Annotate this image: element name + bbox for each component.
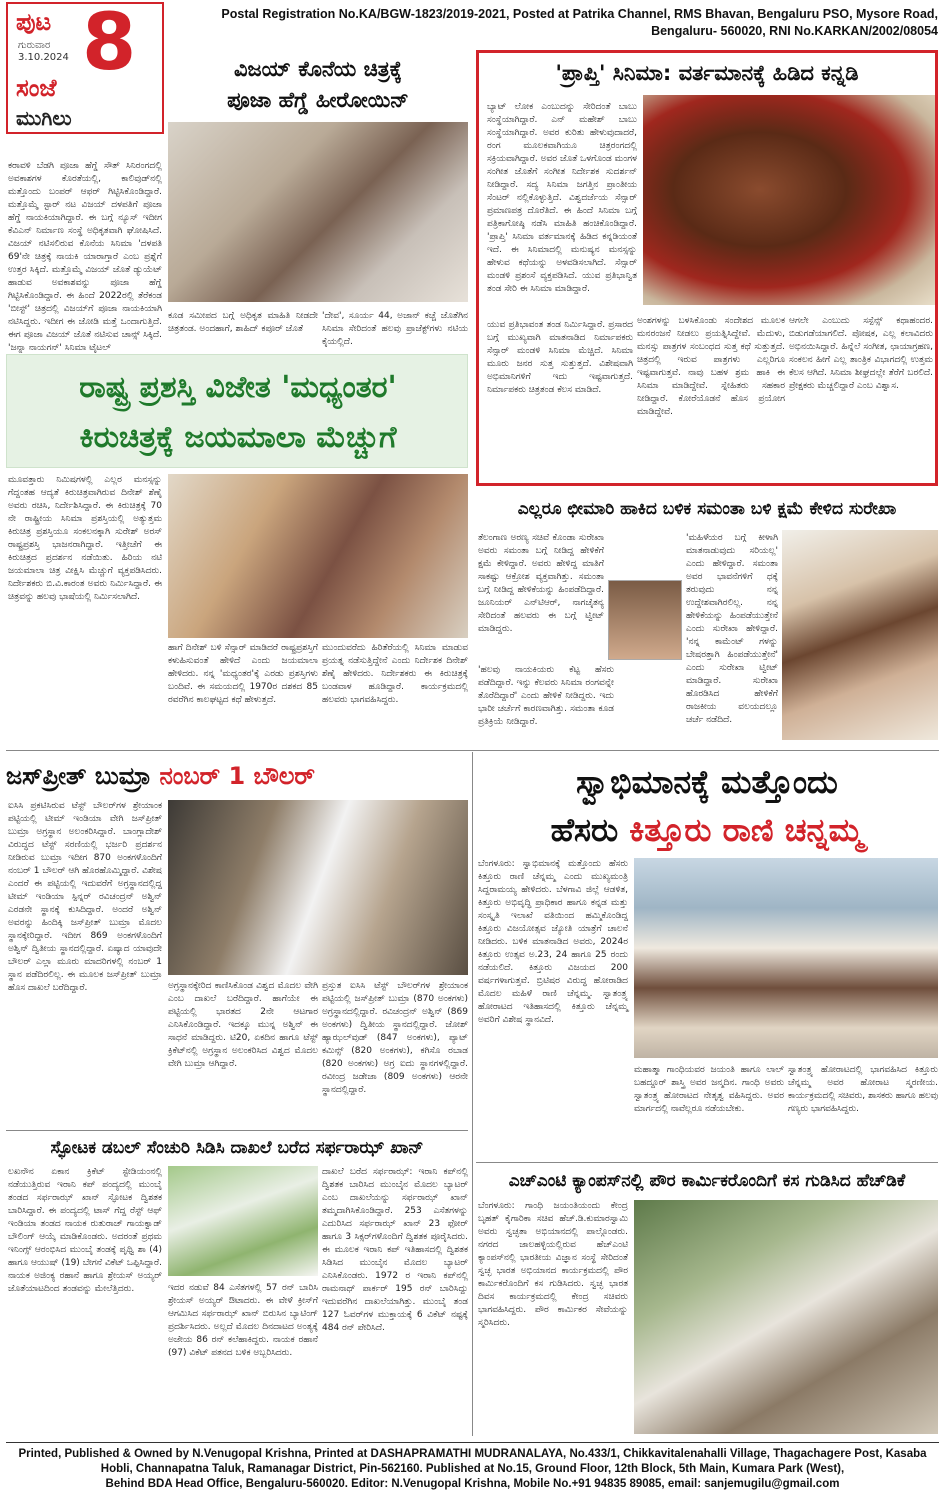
rashtra-headline-line1: ರಾಷ್ಟ್ರ ಪ್ರಶಸ್ತಿ ವಿಜೇತ 'ಮಧ್ಯಂತರ' <box>79 370 397 405</box>
footer-line3: Behind BDA Head Office, Bengaluru-560020. Editor: N.Venugopal Krishna, Mobile No.+91 94835 89085, email: sanjemugilu@gmail.com <box>105 1478 840 1490</box>
prapti-body-col3: ಅಂಶಗಳನ್ನು ಬಳಸಿಕೊಂಡು ಸಂದೇಶದ ಮೂಲಕ ಮನರಂಜನೆ ನೀಡಲು ಪ್ರಯತ್ನಿಸಿದ್ದೇವೆ. ಮೆದುಳು, ಮನಸ್ಸು ಪಾತ್ರಗಳ ಸಂಬಂಧದ ಸುತ್ತ ಕಥೆ ಸುತ್ತುತ್ತದೆ. ಚಿತ್ರದಲ್ಲಿ ಇರುವ ಪಾತ್ರಗಳು ಎಲ್ಲರಿಗೂ ಇಷ್ಟವಾಗುತ್ತವೆ. ನಾವು ಬಹಳ ಶ್ರಮ ಹಾಕಿ ಈ ಸಿನಿಮಾ ಮಾಡಿದ್ದೇವೆ. ಸ್ನೇಹಿತರು ಸಹಕಾರ ನೀಡಿದ್ದಾರೆ. ಕೋರೆಯೊಡನೆ ಹೊಸ ಪ್ರಯೋಗ ಮಾಡಿದ್ದೇವೆ. <box>637 316 785 417</box>
rashtra-body-col1: ಮೂವತ್ತಾರು ನಿಮಿಷಗಳಲ್ಲಿ ಎಲ್ಲರ ಮನಸ್ಸನ್ನು ಗೆದ್ದಂತಹ ಆದ್ಯತೆ ಕಿರುಚಿತ್ರವಾಗಿರುವ ದಿನೇಶ್ ಶೆಣೈ ಅವರು ರಚಿಸಿ, ನಿರ್ದೇಶಿಸಿದ್ದಾರೆ. ಈ ಕಿರುಚಿತ್ರಕ್ಕೆ 70 ನೇ ರಾಷ್ಟ್ರೀಯ ಸಿನಿಮಾ ಪ್ರಶಸ್ತಿಯಲ್ಲಿ ಅತ್ಯುತ್ತಮ ಕಿರುಚಿತ್ರ ಪ್ರಶಸ್ತಿಯೂ ಸಂಕಲನಕ್ಕಾಗಿ ಸುರೇಶ್ ಅರಸ್ ರಾಷ್ಟ್ರಪ್ರಶಸ್ತಿ ಭಾಜನರಾಗಿದ್ದಾರೆ. ಇತ್ತೀಚೆಗೆ ಈ ಕಿರುಚಿತ್ರದ ಪ್ರದರ್ಶನ ನಡೆಯಿತು. ಹಿರಿಯ ನಟಿ ಜಯಮಾಲಾ ಚಿತ್ರ ವೀಕ್ಷಿಸಿ ಮೆಚ್ಚುಗೆ ವ್ಯಕ್ತಪಡಿಸಿದರು. ನಿರ್ದೇಶಕರು ಬಿ.ವಿ.ಕಾರಂತ ಅವರು ನಿರ್ಮಿಸಿದ್ದಾರೆ. ಈ ಚಿತ್ರವನ್ನು ಹಲವು ಭಾಷೆಯಲ್ಲಿ ನಿರ್ಮಿಸಲಾಗಿದೆ. <box>8 475 162 602</box>
prapti-article-box <box>476 50 938 486</box>
prapti-body-col4: ಆಗಲೇ ಎಂಬುದು ಸಸ್ಪೆನ್ಸ್ ಕಥಾಹಂದರ. ಬಿಡುಗಡೆಯಾಗಲಿದೆ. ಪೋಷಕ, ಎಲ್ಲ ಕಲಾವಿದರು ಅಭಿನಯಿಸಿದ್ದಾರೆ. ಹಿನ್ನೆಲೆ ಸಂಗೀತ, ಛಾಯಾಗ್ರಹಣ, ಸಂಕಲನ ಹೀಗೆ ಎಲ್ಲ ತಾಂತ್ರಿಕ ವಿಭಾಗದಲ್ಲಿ ಉತ್ತಮ ಕೆಲಸ ಆಗಿದೆ. ಸಿನಿಮಾ ಶೀಘ್ರದಲ್ಲೇ ತೆರೆಗೆ ಬರಲಿದೆ. ಪ್ರೇಕ್ಷಕರು ಮೆಚ್ಚಲಿದ್ದಾರೆ ಎಂಬ ವಿಶ್ವಾಸ. <box>789 316 933 391</box>
samantha-body-col1b: 'ಹಲವು ನಾಯಕಿಯರು ಕೆಟ್ಟ ಹೆಸರು ಪಡೆದಿದ್ದಾರೆ. ಇನ್ನು ಕೆಲವರು ಸಿನಿಮಾ ರಂಗವನ್ನೇ ತೊರೆದಿದ್ದಾರೆ' ಎಂದು ಹೇಳಿಕೆ ನೀಡಿದ್ದರು. ಇದು ಭಾರೀ ಚರ್ಚೆಗೆ ಕಾರಣವಾಗಿತ್ತು. ಸಮಂತಾ ಕೂಡ ಪ್ರತಿಕ್ರಿಯೆ ನೀಡಿದ್ದಾರೆ. <box>478 665 614 727</box>
prapti-body-col2: ಯುವ ಪ್ರತಿಭಾವಂತ ತಂಡ ನಿರ್ಮಿಸಿದ್ದಾರೆ. ಪ್ರಸಾರದ ಬಗ್ಗೆ ಮುಖ್ಯವಾಗಿ ಮಾತನಾಡಿದ ನಿರ್ಮಾಪಕರು ಸೆನ್ಸಾರ್ ಮಂಡಳಿ ಸಿನಿಮಾ ಮೆಚ್ಚಿದೆ. ಸಿನಿಮಾ ಮೂರು ಜನರ ಸುತ್ತ ಸುತ್ತುತ್ತದೆ. ವಿಶೇಷವಾಗಿ ಅಭಿಮಾನಿಗಳಿಗೆ ಇದು ಇಷ್ಟವಾಗುತ್ತದೆ. ನಿರ್ಮಾಪಕರು ಚಿತ್ರತಂಡ ಕೆಲಸ ಮಾಡಿದೆ. <box>487 320 633 395</box>
prapti-movie-still <box>643 95 935 305</box>
brand-name-line1: ಸಂಜೆ <box>16 74 57 102</box>
bumrah-body-col1: ಐಸಿಸಿ ಪ್ರಕಟಿಸಿರುವ ಟೆಸ್ಟ್ ಬೌಲರ್‌ಗಳ ಶ್ರೇಯಾಂಕ ಪಟ್ಟಿಯಲ್ಲಿ ಟೀಮ್ ಇಂಡಿಯಾ ವೇಗಿ ಜಸ್‌ಪ್ರೀತ್ ಬುಮ್ರಾ ಅಗ್ರಸ್ಥಾನ ಅಲಂಕರಿಸಿದ್ದಾರೆ. ಬಾಂಗ್ಲಾದೇಶ್ ವಿರುದ್ಧದ ಟೆಸ್ಟ್ ಸರಣಿಯಲ್ಲಿ ಭರ್ಜರಿ ಪ್ರದರ್ಶನ ನೀಡಿರುವ ಬುಮ್ರಾ ಇದೀಗ 870 ಅಂಕಗಳೊಂದಿಗೆ ನಂಬರ್ 1 ಬೌಲರ್ ಆಗಿ ಹೊರಹೊಮ್ಮಿದ್ದಾರೆ. ವಿಶೇಷ ಎಂದರೆ ಈ ಪಟ್ಟಿಯಲ್ಲಿ ಇದುವರೆಗೆ ಅಗ್ರಸ್ಥಾನದಲ್ಲಿದ್ದ ಟೀಮ್ ಇಂಡಿಯಾ ಸ್ಪಿನ್ನರ್ ರವಿಚಂದ್ರನ್ ಅಶ್ವಿನ್ ಎರಡನೇ ಸ್ಥಾನಕ್ಕೆ ಕುಸಿದಿದ್ದಾರೆ. ಅಂದರೆ ಅಶ್ವಿನ್ ಅವರನ್ನು ಹಿಂದಿಕ್ಕಿ ಜಸ್‌ಪ್ರೀತ್ ಬುಮ್ರಾ ಮೊದಲ ಸ್ಥಾನಕ್ಕೇರಿದ್ದಾರೆ. ಇದೀಗ 869 ಅಂಕಗಳೊಂದಿಗೆ ಅಶ್ವಿನ್ ದ್ವಿತೀಯ ಸ್ಥಾನದಲ್ಲಿದ್ದಾರೆ. ಏಷ್ಯಾದ ಯಾವುದೇ ಬೌಲರ್ ಎಲ್ಲಾ ಮೂರು ಮಾದರಿಗಳಲ್ಲಿ ನಂಬರ್ 1 ಸ್ಥಾನ ಪಡೆದಿರಲಿಲ್ಲ. ಈ ಮೂಲಕ ಜಸ್‌ಪ್ರೀತ್ ಬುಮ್ರಾ ಹೊಸ ದಾಖಲೆ ಬರೆದಿದ್ದಾರೆ. <box>8 801 162 993</box>
footer-line1: Printed, Published & Owned by N.Venugopal Krishna, Printed at DASHAPRAMATHI MUDRANALAYA, No.433/1, Chikkavitalenahalli Village, Thagachagere Post, Kasaba <box>18 1448 927 1460</box>
samantha-body-col2: 'ಮಹಿಳೆಯರ ಬಗ್ಗೆ ಕೀಳಾಗಿ ಮಾತನಾಡುವುದು ಸರಿಯಲ್ಲ' ಎಂದು ಹೇಳಿದ್ದಾರೆ. ಸಮಂತಾ ಅವರ ಭಾವನೆಗಳಿಗೆ ಧಕ್ಕೆ ತರುವುದು ನನ್ನ ಉದ್ದೇಶವಾಗಿರಲಿಲ್ಲ. ನನ್ನ ಹೇಳಿಕೆಯನ್ನು ಹಿಂಪಡೆಯುತ್ತೇನೆ ಎಂದು ಸುರೇಖಾ ಹೇಳಿದ್ದಾರೆ. 'ನನ್ನ ಕಾಮೆಂಟ್ ಗಳನ್ನು ಬೇಷರತ್ತಾಗಿ ಹಿಂಪಡೆಯುತ್ತೇನೆ' ಎಂದು ಸುರೇಖಾ ಟ್ವೀಟ್ ಮಾಡಿದ್ದಾರೆ. ಸುರೇಖಾ ಹೊರಡಿಸಿದ ಹೇಳಿಕೆಗೆ ರಾಜಕೀಯ ವಲಯದಲ್ಲೂ ಚರ್ಚೆ ನಡೆದಿದೆ. <box>686 533 778 725</box>
sarfaraz-body-col2: ಇದರ ನಡುವೆ 84 ಎಸೆತಗಳಲ್ಲಿ 57 ರನ್ ಬಾರಿಸಿ ಶ್ರೇಯಸ್ ಅಯ್ಯರ್ ಔಟಾದರು. ಈ ವೇಳೆ ಕ್ರೀಸ್‌ಗೆ ಆಗಮಿಸಿದ ಸರ್ಫರಾಝ್ ಖಾನ್ ಬಿರುಸಿನ ಬ್ಯಾಟಿಂಗ್ ಪ್ರದರ್ಶಿಸಿದರು. ಅಲ್ಲದೆ ಮೊದಲ ದಿನದಾಟದ ಅಂತ್ಯಕ್ಕೆ ಅಜೇಯ 86 ರನ್ ಕಲೆಹಾಕಿದ್ದರು. ನಾಯಕ ರಹಾನೆ (97) ವಿಕೆಟ್ ಪತನದ ಬಳಿಕ ಅಬ್ಬರಿಸಿದರು. <box>168 1283 318 1358</box>
bumrah-photo <box>168 800 468 975</box>
sarfaraz-photo <box>168 1166 318 1276</box>
surekha-photo <box>608 580 682 660</box>
jayamala-photo <box>168 474 468 638</box>
bumrah-body-col2: ಅಗ್ರಸ್ಥಾನಕ್ಕೇರಿದ ಕಾಣಿಸಿಕೊಂಡ ವಿಶ್ವದ ಮೊದಲ ವೇಗಿ ಎಂಬ ದಾಖಲೆ ಬರೆದಿದ್ದಾರೆ. ಹಾಗೆಯೇ ಈ ಪಟ್ಟಿಯಲ್ಲಿ ಭಾರತದ 2ನೇ ಆಟಗಾರ ಎನಿಸಿಕೊಂಡಿದ್ದಾರೆ. ಇದಕ್ಕೂ ಮುನ್ನ ಅಶ್ವಿನ್ ಈ ಸಾಧನೆ ಮಾಡಿದ್ದರು. ಟಿ20, ಏಕದಿನ ಹಾಗೂ ಟೆಸ್ಟ್ ಕ್ರಿಕೆಟ್‌ನಲ್ಲಿ ಅಗ್ರಸ್ಥಾನ ಅಲಂಕರಿಸಿದ ವಿಶ್ವದ ಮೊದಲ ವೇಗಿ ಬುಮ್ರಾ ಆಗಿದ್ದಾರೆ. <box>168 981 318 1069</box>
sarfaraz-body-col1: ಲಖನೌನ ಏಕಾನ ಕ್ರಿಕೆಟ್ ಸ್ಟೇಡಿಯಂನಲ್ಲಿ ನಡೆಯುತ್ತಿರುವ ಇರಾನಿ ಕಪ್ ಪಂದ್ಯದಲ್ಲಿ ಮುಂಬೈ ತಂಡದ ಸರ್ಫರಾಝ್ ಖಾನ್ ಸ್ಫೋಟಕ ದ್ವಿಶತಕ ಬಾರಿಸಿದ್ದಾರೆ. ಈ ಪಂದ್ಯದಲ್ಲಿ ಟಾಸ್ ಗೆದ್ದ ರೆಸ್ಟ್ ಆಫ್ ಇಂಡಿಯಾ ತಂಡದ ನಾಯಕ ರುತುರಾಜ್ ಗಾಯಕ್ವಾಡ್ ಬೌಲಿಂಗ್ ಆಯ್ಕೆ ಮಾಡಿಕೊಂಡರು. ಅದರಂತೆ ಪ್ರಥಮ ಇನಿಂಗ್ಸ್ ಆರಂಭಿಸಿದ ಮುಂಬೈ ತಂಡಕ್ಕೆ ಪೃಥ್ವಿ ಶಾ (4) ಹಾಗೂ ಆಯುಷ್ (19) ಬೇಗನೆ ವಿಕೆಟ್ ಒಪ್ಪಿಸಿದ್ದಾರೆ. ನಾಯಕ ಅಜಿಂಕ್ಯ ರಹಾನೆ ಹಾಗೂ ಶ್ರೇಯಸ್ ಅಯ್ಯರ್ ಜೊತೆಯಾಟದಿಂದ ತಂಡವನ್ನು ಮೇಲೆತ್ತಿದರು. <box>8 1167 162 1294</box>
bumrah-headline <box>6 756 468 796</box>
prapti-body-col1: ಬ್ಯಾಟ್ ಲೋಕ ಎಂಬುದನ್ನು ಸೇರಿದಂತೆ ಬಾಬು ಸಂಸ್ಥೆಯಾಗಿದ್ದಾರೆ. ಎನ್ ಮಹೇಶ್ ಬಾಬು ಸಂಸ್ಥೆಯಾಗಿದ್ದಾರೆ. ಅವರ ಕುರಿತು ಹೇಳುವುದಾದರೆ, ರಂಗ ಮೂಲಕವಾಗಿಯೂ ಚಿತ್ರರಂಗದಲ್ಲಿ ಸಕ್ರಿಯವಾಗಿದ್ದಾರೆ. ಅವರ ಜೊತೆ ಒಳಗೊಂಡ ಮಂಗಳ ಸಂಗೀತ ಜೊತೆಗೆ ಸಂಗೀತ ನಿರ್ದೇಶಕ ಸುದರ್ಶನ್ ನೀಡಿದ್ದಾರೆ. ಸದ್ಯ ಸಿನಿಮಾ ಜಗತ್ತಿನ ಪ್ರಾಂತೀಯ ಸೆಂಟರ್ ನಲ್ಲಿಕೊಳ್ಳುತ್ತಿದೆ. ವಿಶ್ವದರ್ಜೆಯ ಸೆನ್ಸಾರ್ ಪ್ರಮಾಣಪತ್ರ ದೊರೆತಿದೆ. ಈ ಹಿಂದೆ ಸಿನಿಮಾ ಬಗ್ಗೆ ಪತ್ರಿಕಾಗೋಷ್ಠಿ ನಡೆಸಿ ಮಾಹಿತಿ ಹಂಚಿಕೊಂಡಿದ್ದಾರೆ. 'ಪ್ರಾಪ್ತಿ' ಸಿನಿಮಾ ವರ್ತಮಾನಕ್ಕೆ ಹಿಡಿದ ಕನ್ನಡಿಯಂತೆ ಇದೆ. ಈ ಸಿನಿಮಾದಲ್ಲಿ ಮನುಷ್ಯನ ಮನಸ್ಸನ್ನು ಹೇಳುವ ಕಥೆಯನ್ನು ಅಳವಡಿಸಲಾಗಿದೆ. ಸೆನ್ಸಾರ್ ಮಂಡಳಿ ಪ್ರಶಂಸೆ ವ್ಯಕ್ತಪಡಿಸಿದೆ. ಯುವ ಪ್ರತಿಭಾನ್ವಿತ ತಂಡ ಸೇರಿ ಈ ಸಿನಿಮಾ ಮಾಡಿದ್ದಾರೆ. <box>487 102 637 294</box>
hmt-headline: ಎಚ್‌ಎಂಟಿ ಕ್ಯಾಂಪಸ್‌ನಲ್ಲಿ ಪೌರ ಕಾರ್ಮಿಕರೊಂದಿಗೆ ಕಸ ಗುಡಿಸಿದ ಹೆಚ್‌ಡಿಕೆ <box>508 1171 906 1191</box>
rashtra-body-col2: ಹಾಗೆ ದಿನೇಶ್ ಬಳಿ ಸೆನ್ಸಾರ್ ಮಾಡಿದರೆ ರಾಷ್ಟ್ರಪ್ರಶಸ್ತಿಗೆ ಕಳುಹಿಸುವಂತೆ ಹೇಳಿದೆ ಎಂದು ಜಯಮಾಲಾ ಹೇಳಿದರು. ನನ್ನ 'ಮಧ್ಯಂತರ'ಕ್ಕೆ ಎರಡು ಪ್ರಶಸ್ತಿಗಳು ಬಂದಿವೆ. ಈ ಸಮಯದಲ್ಲಿ 1970ರ ದಶಕದ 85 ರವರೆಗಿನ ಕಾಲಘಟ್ಟದ ಕಥೆ ಹೇಳುತ್ತದೆ. <box>168 643 318 705</box>
imprint-footer <box>6 1442 939 1492</box>
hmt-body-col1: ಬೆಂಗಳೂರು: ಗಾಂಧಿ ಜಯಂತಿಯಂದು ಕೇಂದ್ರ ಬೃಹತ್ ಕೈಗಾರಿಕಾ ಸಚಿವ ಹೆಚ್.ಡಿ.ಕುಮಾರಸ್ವಾಮಿ ಅವರು ಸ್ವಚ್ಛತಾ ಅಭಿಯಾನದಲ್ಲಿ ಪಾಲ್ಗೊಂಡರು. ನಗರದ ಜಾಲಹಳ್ಳಿಯಲ್ಲಿರುವ ಹೆಚ್‌ಎಂಟಿ ಕ್ಯಾಂಪಸ್‌ನಲ್ಲಿ ಭಾರತೀಯ ವಿಜ್ಞಾನ ಸಂಸ್ಥೆ ಸೇರಿದಂತೆ ಸ್ವಚ್ಛ ಭಾರತ ಅಭಿಯಾನದ ಕಾರ್ಯಕ್ರಮದಲ್ಲಿ ಪೌರ ಕಾರ್ಮಿಕರೊಂದಿಗೆ ಕಸ ಗುಡಿಸಿದರು. ಸ್ವಚ್ಛ ಭಾರತ ದಿವಸ ಕಾರ್ಯಕ್ರಮದಲ್ಲಿ ಕೇಂದ್ರ ಸಚಿವರು ಭಾಗವಹಿಸಿದ್ದರು. ಪೌರ ಕಾರ್ಮಿಕರ ಸೇವೆಯನ್ನು ಸ್ಮರಿಸಿದರು. <box>478 1201 628 1328</box>
samantha-body-col1: ತೆಲಂಗಾಣ ಅರಣ್ಯ ಸಚಿವೆ ಕೊಂಡಾ ಸುರೇಖಾ ಅವರು ಸಮಂತಾ ಬಗ್ಗೆ ನೀಡಿದ್ದ ಹೇಳಿಕೆಗೆ ಕ್ಷಮೆ ಕೇಳಿದ್ದಾರೆ. ಅವರು ಹೇಳಿದ್ದ ಮಾತಿಗೆ ಸಾಕಷ್ಟು ಆಕ್ರೋಶ ವ್ಯಕ್ತವಾಗಿತ್ತು. ಸಮಂತಾ ಬಗ್ಗೆ ನೀಡಿದ್ದ ಹೇಳಿಕೆಯನ್ನು ಹಿಂಪಡೆದಿದ್ದಾರೆ. ಜೂನಿಯರ್ ಎನ್‌ಟಿಆರ್, ನಾಗಚೈತನ್ಯ ಸೇರಿದಂತೆ ಹಲವರು ಈ ಬಗ್ಗೆ ಟ್ವೀಟ್ ಮಾಡಿದ್ದರು. <box>478 533 604 634</box>
page-word: ಪುಟ <box>16 8 52 36</box>
kittur-event-photo <box>634 858 938 1058</box>
rashtra-headline-panel <box>6 354 468 468</box>
samantha-headline: ಎಲ್ಲರೂ ಛೀಮಾರಿ ಹಾಕಿದ ಬಳಿಕ ಸಮಂತಾ ಬಳಿ ಕ್ಷಮೆ ಕೇಳಿದ ಸುರೇಖಾ <box>517 499 897 519</box>
issue-date <box>18 40 69 64</box>
rashtra-headline <box>7 363 469 463</box>
sarfaraz-headline: ಸ್ಫೋಟಕ ಡಬಲ್ ಸೆಂಚುರಿ ಸಿಡಿಸಿ ದಾಖಲೆ ಬರೆದ ಸರ್ಫರಾಝ್ ಖಾನ್ <box>50 1138 424 1158</box>
footer-line2: Hobli, Channapatna Taluk, Ramanagar District, Pin-562160. Published at No.15, Ground Floor, 12th Block, 5th Main, Kumara Park (West), <box>100 1463 845 1475</box>
kittur-body-col2: ಮಹಾತ್ಮಾ ಗಾಂಧಿಯವರ ಜಯಂತಿ ಹಾಗೂ ಲಾಲ್ ಬಹದ್ದೂರ್ ಶಾಸ್ತ್ರಿ ಅವರ ಜನ್ಮದಿನ. ಗಾಂಧಿ ಅವರು ಸ್ವಾತಂತ್ರ್ಯ ಹೋರಾಟದ ನೇತೃತ್ವ ವಹಿಸಿದ್ದರು. ಅವರ ಮಾರ್ಗದಲ್ಲಿ ನಾವೆಲ್ಲರೂ ನಡೆಯಬೇಕು. <box>634 1065 784 1114</box>
bumrah-headline-part1: ಜಸ್‌ಪ್ರೀತ್ ಬುಮ್ರಾ <box>6 762 152 790</box>
hmt-cleaning-photo <box>634 1200 938 1434</box>
section-divider-right <box>476 1162 938 1163</box>
postal-registration <box>168 6 938 40</box>
rashtra-body-col3: ಮುಂದುವರೆದು ಹಿರಿತೆರೆಯಲ್ಲಿ ಸಿನಿಮಾ ಮಾಡುವ ಪ್ರಯತ್ನ ನಡೆಸುತ್ತಿದ್ದೇನೆ ಎಂದು ನಿರ್ದೇಶಕ ದಿನೇಶ್ ಶೆಣೈ ಹೇಳಿದರು. ನಿರ್ದೇಶಕರು ಈ ಕಿರುಚಿತ್ರಕ್ಕೆ ಬಂಡವಾಳ ಹೂಡಿದ್ದಾರೆ. ಕಾರ್ಯಕ್ರಮದಲ್ಲಿ ಹಲವರು ಭಾಗವಹಿಸಿದ್ದರು. <box>322 643 468 705</box>
vijay-headline <box>168 54 468 116</box>
bumrah-body-col3: ಪ್ರಸ್ತುತ ಐಸಿಸಿ ಟೆಸ್ಟ್ ಬೌಲರ್‌ಗಳ ಶ್ರೇಯಾಂಕ ಪಟ್ಟಿಯಲ್ಲಿ ಜಸ್‌ಪ್ರೀತ್ ಬುಮ್ರಾ (870 ಅಂಕಗಳು) ಅಗ್ರಸ್ಥಾನದಲ್ಲಿದ್ದಾರೆ. ರವಿಚಂದ್ರನ್ ಅಶ್ವಿನ್ (869 ಅಂಕಗಳು) ದ್ವಿತೀಯ ಸ್ಥಾನದಲ್ಲಿದ್ದಾರೆ. ಜೋಶ್ ಹ್ಯಾಝಲ್‌ವುಡ್ (847 ಅಂಕಗಳು), ಪ್ಯಾಟ್ ಕಮಿನ್ಸ್ (820 ಅಂಕಗಳು), ಕಗಿಸೊ ರಬಾಡ (820 ಅಂಕಗಳು) ಅಗ್ರ ಐದು ಸ್ಥಾನಗಳಲ್ಲಿದ್ದಾರೆ. ರವೀಂದ್ರ ಜಡೇಜಾ (809 ಅಂಕಗಳು) ಆರನೇ ಸ್ಥಾನದಲ್ಲಿದ್ದಾರೆ. <box>322 981 468 1095</box>
registration-line1: Postal Registration No.KA/BGW-1823/2019-2021, Posted at Patrika Channel, RMS Bhavan, Bengaluru PSO, Mysore Road, <box>221 7 938 21</box>
vijay-body-col3: 'ದೇವ', ಸೂರ್ಯ 44, ಅಜಾನ್ ಕಚ್ಚೆ ಜೊತೆಗಿನ ಸಿನಿಮಾ ಸೇರಿದಂತೆ ಹಲವು ಪ್ರಾಜೆಕ್ಟ್‌ಗಳು ನಟಿಯ ಕೈಯಲ್ಲಿದೆ. <box>322 311 468 347</box>
date: 3.10.2024 <box>18 52 69 63</box>
kittur-headline-line1: ಸ್ವಾಭಿಮಾನಕ್ಕೆ ಮತ್ತೊಂದು <box>576 763 838 801</box>
kittur-headline <box>476 758 938 854</box>
section-divider-left <box>6 1130 468 1131</box>
samantha-photo <box>782 530 938 740</box>
bumrah-headline-part2: ನಂಬರ್ 1 ಬೌಲರ್ <box>159 762 315 790</box>
kittur-body-col3: ಸ್ವಾತಂತ್ರ್ಯ ಹೋರಾಟದಲ್ಲಿ ಭಾಗವಹಿಸಿದ ಕಿತ್ತೂರು ಚೆನ್ನಮ್ಮ ಅವರ ಹೋರಾಟ ಸ್ಮರಣೀಯ. ಕಾರ್ಯಕ್ರಮದಲ್ಲಿ ಸಚಿವರು, ಶಾಸಕರು ಹಾಗೂ ಹಲವು ಗಣ್ಯರು ಭಾಗವಹಿಸಿದ್ದರು. <box>788 1065 938 1114</box>
registration-line2: Bengaluru- 560020, RNI No.KARKAN/2002/08054 <box>651 24 938 38</box>
prapti-headline: 'ಪ್ರಾಪ್ತಿ' ಸಿನಿಮಾ: ವರ್ತಮಾನಕ್ಕೆ ಹಿಡಿದ ಕನ್ನಡಿ <box>555 61 859 85</box>
vijay-body-col2: ಕೂಡ ಸಮೀಪದ ಬಗ್ಗೆ ಅಧಿಕೃತ ಮಾಹಿತಿ ನೀಡದೇ ಚಿತ್ರತಂಡ. ಅಂದಹಾಗೆ, ಶಾಹಿದ್ ಕಪೂರ್ ಜೊತೆ <box>168 311 318 334</box>
sarfaraz-body-col3: ದಾಖಲೆ ಬರೆದ ಸರ್ಫರಾಝ್: ಇರಾನಿ ಕಪ್‌ನಲ್ಲಿ ದ್ವಿಶತಕ ಬಾರಿಸಿದ ಮುಂಬೈನ ಮೊದಲ ಬ್ಯಾಟರ್ ಎಂಬ ದಾಖಲೆಯನ್ನು ಸರ್ಫರಾಝ್ ಖಾನ್ ತಮ್ಮದಾಗಿಸಿಕೊಂಡಿದ್ದಾರೆ. 253 ಎಸೆತಗಳನ್ನು ಎದುರಿಸಿದ ಸರ್ಫರಾಝ್ ಖಾನ್ 23 ಫೋರ್ ಹಾಗೂ 3 ಸಿಕ್ಸರ್‌ಗಳೊಂದಿಗೆ ದ್ವಿಶತಕ ಪೂರೈಸಿದರು. ಈ ಮೂಲಕ ಇರಾನಿ ಕಪ್ ಇತಿಹಾಸದಲ್ಲಿ ದ್ವಿಶತಕ ಸಿಡಿಸಿದ ಮುಂಬೈನ ಮೊದಲ ಬ್ಯಾಟರ್ ಎನಿಸಿಕೊಂಡರು. 1972 ರ ಇರಾನಿ ಕಪ್‌ನಲ್ಲಿ ರಾಮನಾಥ್ ಪಾರ್ಕರ್ 195 ರನ್ ಬಾರಿಸಿದ್ದು ಇದುವರೆಗಿನ ದಾಖಲೆಯಾಗಿತ್ತು. ಮುಂಬೈ ತಂಡ 127 ಓವರ್‌ಗಳ ಮುಕ್ತಾಯಕ್ಕೆ 6 ವಿಕೆಟ್ ನಷ್ಟಕ್ಕೆ 484 ರನ್ ಪೇರಿಸಿದೆ. <box>322 1167 468 1333</box>
kittur-headline-line2a: ಹೆಸರು <box>550 811 619 849</box>
brand-name-line2: ಮುಗಿಲು <box>16 106 72 130</box>
kittur-headline-line2 <box>476 806 938 854</box>
kittur-headline-line2b: ಕಿತ್ತೂರು ರಾಣಿ ಚನ್ನಮ್ಮ <box>629 811 864 849</box>
rashtra-headline-line2: ಕಿರುಚಿತ್ರಕ್ಕೆ ಜಯಮಾಲಾ ಮೆಚ್ಚುಗೆ <box>79 420 397 455</box>
weekday: ಗುರುವಾರ <box>18 40 51 51</box>
vijay-body-col1: ಕರಾವಳಿ ಬೆಡಗಿ ಪೂಜಾ ಹೆಗ್ಡೆ ಸೌತ್ ಸಿನಿರಂಗದಲ್ಲಿ ಅವಕಾಶಗಳ ಕೊರತೆಯಲ್ಲಿ, ಕಾಲಿವುಡ್‌ನಲ್ಲಿ ಮತ್ತೊಂದು ಬಂಪರ್ ಆಫರ್ ಗಿಟ್ಟಿಸಿಕೊಂಡಿದ್ದಾರೆ. ಮತ್ತೊಮ್ಮೆ ಸ್ಟಾರ್ ನಟ ವಿಜಯ್ ದಳಪತಿಗೆ ಪೂಜಾ ಹೆಗ್ಡೆ ನಾಯಕಿಯಾಗಿದ್ದಾರೆ. ಈ ಬಗ್ಗೆ ನ್ಯೂಸ್ ಇದೀಗ ಕೆವಿಎನ್ ನಿರ್ಮಾಣ ಸಂಸ್ಥೆ ಅಧಿಕೃತವಾಗಿ ಘೋಷಿಸಿದೆ. ವಿಜಯ್ ನಟಿಸಲಿರುವ ಕೊನೆಯ ಸಿನಿಮಾ 'ದಳಪತಿ 69'ನೇ ಚಿತ್ರಕ್ಕೆ ನಾಯಕಿ ಯಾರಾಗ್ತಾರೆ ಎಂಬ ಪ್ರಶ್ನೆಗೆ ಉತ್ತರ ಸಿಕ್ಕಿದೆ. ಮತ್ತೊಮ್ಮೆ ವಿಜಯ್ ಜೊತೆ ಡ್ಯುಯೆಟ್ ಹಾಡುವ ಅವಕಾಶವನ್ನು ಪೂಜಾ ಹೆಗ್ಡೆ ಗಿಟ್ಟಿಸಿಕೊಂಡಿದ್ದಾರೆ. ಈ ಹಿಂದೆ 2022ರಲ್ಲಿ ತೆರೆಕಂಡ 'ಬೀಸ್ಟ್' ಚಿತ್ರದಲ್ಲಿ ವಿಜಯ್‌ಗೆ ಪೂಜಾ ನಾಯಕಿಯಾಗಿ ನಟಿಸಿದ್ದರು. ಇದೀಗ ಈ ಜೋಡಿ ಮತ್ತೆ ಒಂದಾಗುತ್ತಿದೆ. ಈಗ ಪೂಜಾ ವಿಜಯ್ ಜೊತೆ ನಟಿಸುವ ಚಾನ್ಸ್ ಸಿಕ್ಕಿದೆ. 'ಜನ್ನಾ ನಾಯಗನ್' ಸಿನಿಮಾ ಟೈಟಲ್ <box>8 161 162 353</box>
page-number-box <box>6 2 164 134</box>
section-divider <box>6 750 939 751</box>
column-divider <box>472 752 473 1436</box>
vijay-headline-line2: ಪೂಜಾ ಹೆಗ್ಡೆ ಹೀರೋಯಿನ್ <box>227 88 409 112</box>
kittur-body-col1: ಬೆಂಗಳೂರು: ಸ್ವಾಭಿಮಾನಕ್ಕೆ ಮತ್ತೊಂದು ಹೆಸರು ಕಿತ್ತೂರು ರಾಣಿ ಚೆನ್ನಮ್ಮ ಎಂದು ಮುಖ್ಯಮಂತ್ರಿ ಸಿದ್ದರಾಮಯ್ಯ ಹೇಳಿದರು. ಬೆಳಗಾವಿ ಜಿಲ್ಲೆ ಆಡಳಿತ, ಕಿತ್ತೂರು ಅಭಿವೃದ್ಧಿ ಪ್ರಾಧಿಕಾರ ಹಾಗೂ ಕನ್ನಡ ಮತ್ತು ಸಂಸ್ಕೃತಿ ಇಲಾಖೆ ವತಿಯಿಂದ ಹಮ್ಮಿಕೊಂಡಿದ್ದ ಕಿತ್ತೂರು ವಿಜಯೋತ್ಸವ ಜ್ಯೋತಿ ಯಾತ್ರೆಗೆ ಚಾಲನೆ ನೀಡಿದರು. ಬಳಿಕ ಮಾತನಾಡಿದ ಅವರು, 2024ರ ಕಿತ್ತೂರು ಉತ್ಸವ ಅ.23, 24 ಹಾಗೂ 25 ರಂದು ನಡೆಯಲಿದೆ. ಕಿತ್ತೂರು ವಿಜಯದ 200 ವರ್ಷಗಳಾಗುತ್ತವೆ. ಬ್ರಿಟಿಷರ ವಿರುದ್ಧ ಹೋರಾಡಿದ ಮೊದಲ ಮಹಿಳೆ ರಾಣಿ ಚೆನ್ನಮ್ಮ. ಸ್ವಾತಂತ್ರ್ಯ ಹೋರಾಟದ ಇತಿಹಾಸದಲ್ಲಿ ಕಿತ್ತೂರು ಚೆನ್ನಮ್ಮ ಅವರಿಗೆ ವಿಶೇಷ ಸ್ಥಾನವಿದೆ. <box>478 859 628 1025</box>
vijay-pooja-photo <box>168 122 468 302</box>
page-number: 8 <box>82 0 137 88</box>
vijay-headline-line1: ವಿಜಯ್ ಕೊನೆಯ ಚಿತ್ರಕ್ಕೆ <box>233 57 402 81</box>
